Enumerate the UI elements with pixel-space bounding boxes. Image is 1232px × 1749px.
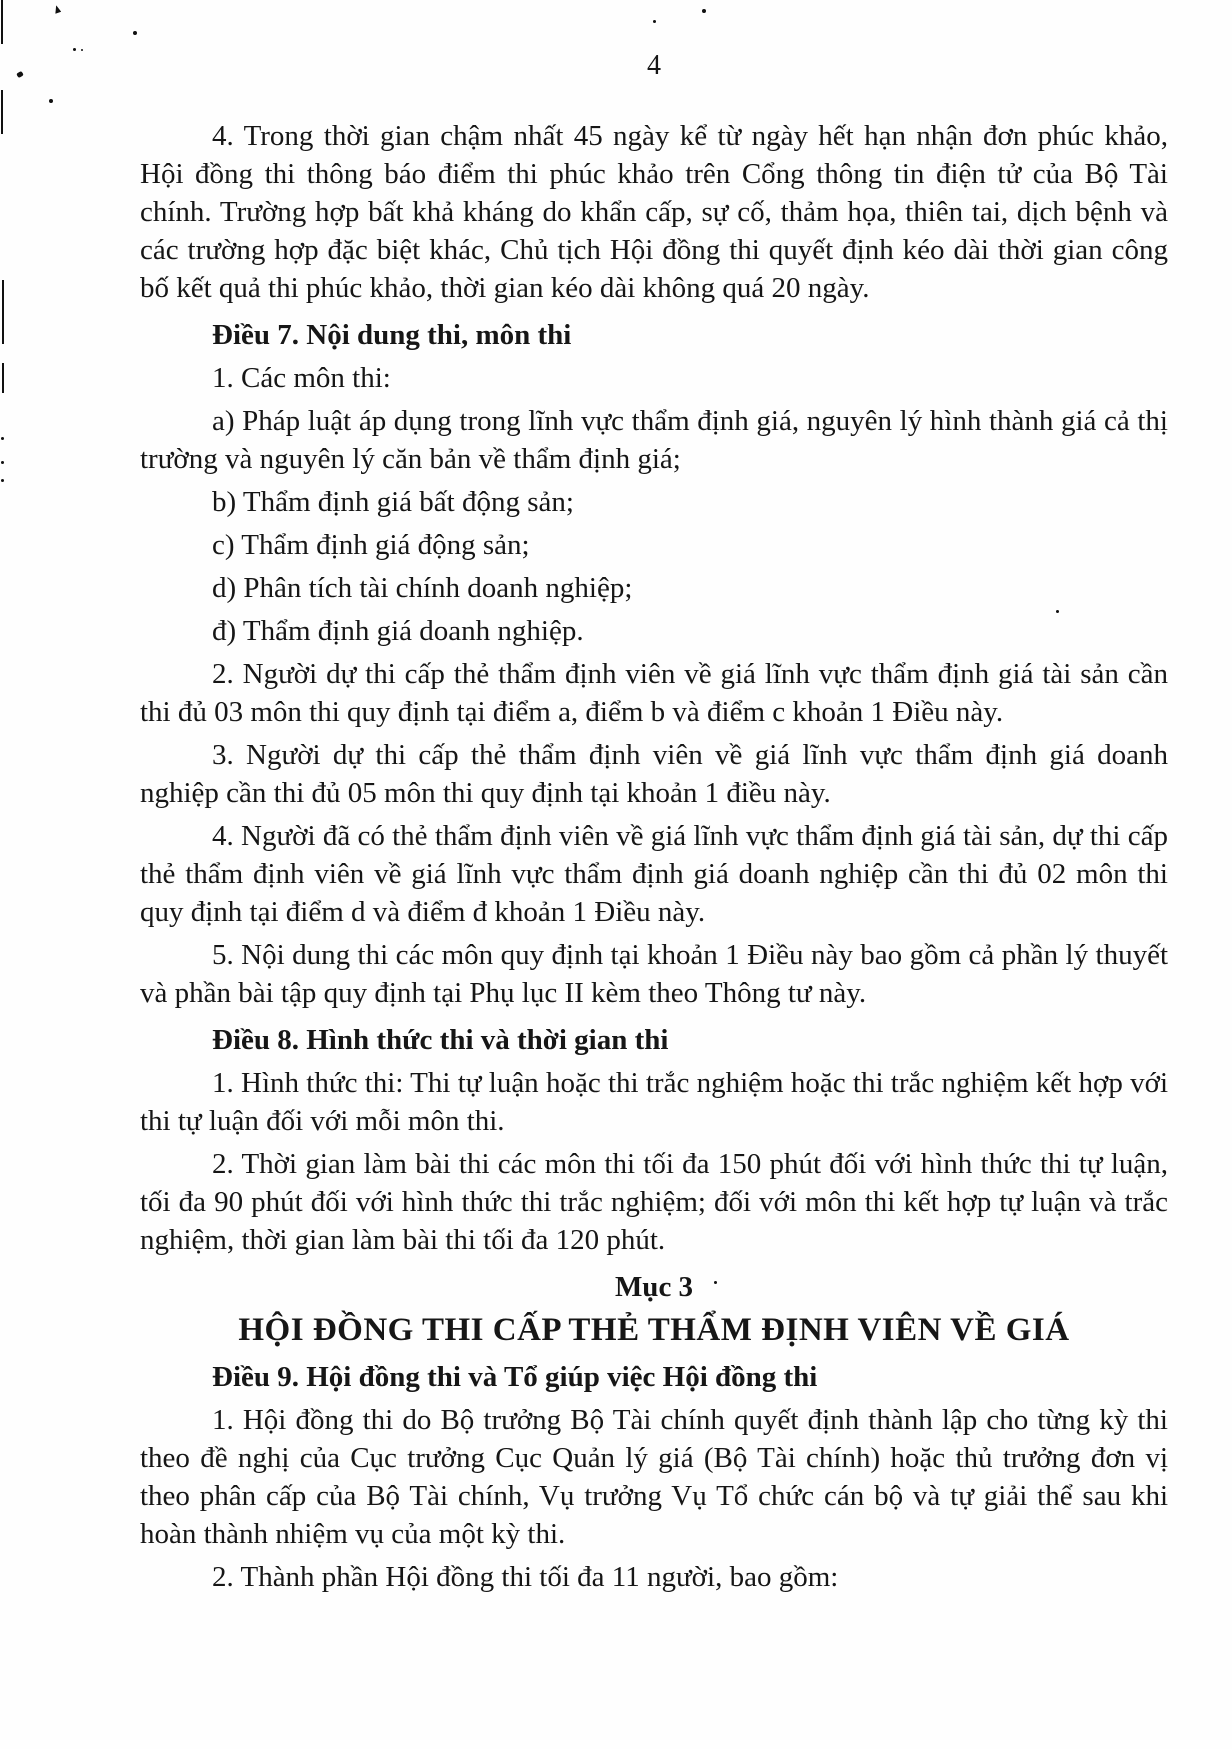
- page-number: 4: [647, 50, 661, 81]
- paragraph: b) Thẩm định giá bất động sản;: [212, 486, 574, 518]
- paragraph: 1. Hình thức thi: Thi tự luận hoặc thi trắc nghiệm hoặc thi trắc nghiệm kết hợp với thi tự luận đối với mỗi môn thi.: [140, 1067, 1168, 1137]
- scan-speck: [133, 31, 137, 35]
- scan-line-artifact: [2, 363, 4, 393]
- paragraph: 4. Trong thời gian chậm nhất 45 ngày kể từ ngày hết hạn nhận đơn phúc khảo, Hội đồng thi thông báo điểm thi phúc khảo trên Cổng thông tin điện tử của Bộ Tài chính. Trường hợp bất khả kháng do khẩn cấp, sự cố, thảm họa, thiên tai, dịch bệnh và các trường hợp đặc biệt khác, Chủ tịch Hội đồng thi quyết định kéo dài thời gian công bố kết quả thi phúc khảo, thời gian kéo dài không quá 20 ngày.: [140, 120, 1168, 304]
- scan-speck: [73, 48, 76, 51]
- heading: HỘI ĐỒNG THI CẤP THẺ THẨM ĐỊNH VIÊN VỀ GIÁ: [238, 1312, 1070, 1348]
- paragraph: 3. Người dự thi cấp thẻ thẩm định viên về giá lĩnh vực thẩm định giá doanh nghiệp cần thi đủ 05 môn thi quy định tại khoản 1 điều này.: [140, 739, 1168, 809]
- scan-line-artifact: [2, 280, 4, 344]
- scan-speck: [52, 5, 63, 16]
- scan-speck: [49, 99, 53, 103]
- paragraph: 1. Các môn thi:: [212, 362, 391, 394]
- paragraph: 2. Người dự thi cấp thẻ thẩm định viên về giá lĩnh vực thẩm định giá tài sản cần thi đủ 03 môn thi quy định tại điểm a, điểm b và điểm c khoản 1 Điều này.: [140, 658, 1168, 728]
- heading: Điều 8. Hình thức thi và thời gian thi: [212, 1024, 669, 1056]
- paragraph: 1. Hội đồng thi do Bộ trưởng Bộ Tài chính quyết định thành lập cho từng kỳ thi theo đề nghị của Cục trưởng Cục Quản lý giá (Bộ Tài chính) hoặc thủ trưởng đơn vị theo phân cấp của Bộ Tài chính, Vụ trưởng Vụ Tổ chức cán bộ và tự giải thể sau khi hoàn thành nhiệm vụ của một kỳ thi.: [140, 1404, 1168, 1550]
- scan-speck: [1, 461, 4, 464]
- paragraph: d) Phân tích tài chính doanh nghiệp;: [212, 572, 633, 604]
- paragraph: c) Thẩm định giá động sản;: [212, 529, 530, 561]
- scan-line-artifact: [1, 90, 3, 134]
- paragraph: a) Pháp luật áp dụng trong lĩnh vực thẩm định giá, nguyên lý hình thành giá cả thị trường và nguyên lý căn bản về thẩm định giá;: [140, 405, 1168, 475]
- scan-speck: [1, 479, 4, 482]
- paragraph: 2. Thời gian làm bài thi các môn thi tối đa 150 phút đối với hình thức thi tự luận, tối đa 90 phút đối với hình thức thi trắc nghiệm; đối với môn thi kết hợp tự luận và trắc nghiệm, thời gian làm bài thi tối đa 120 phút.: [140, 1148, 1168, 1256]
- scan-speck: [81, 49, 83, 51]
- paragraph: 2. Thành phần Hội đồng thi tối đa 11 người, bao gồm:: [212, 1561, 839, 1593]
- heading: Mục 3: [614, 1271, 694, 1303]
- paragraph: 4. Người đã có thẻ thẩm định viên về giá lĩnh vực thẩm định giá tài sản, dự thi cấp thẻ thẩm định viên về giá lĩnh vực thẩm định giá doanh nghiệp cần thi đủ 02 môn thi quy định tại điểm d và điểm đ khoản 1 Điều này.: [140, 820, 1168, 928]
- heading: Điều 7. Nội dung thi, môn thi: [212, 319, 572, 351]
- scan-speck: [1, 437, 4, 440]
- scan-line-artifact: [1, 0, 3, 44]
- paragraph: 5. Nội dung thi các môn quy định tại khoản 1 Điều này bao gồm cả phần lý thuyết và phần bài tập quy định tại Phụ lục II kèm theo Thông tư này.: [140, 939, 1168, 1009]
- page-content: [140, 112, 1168, 1596]
- scan-speck: [702, 9, 706, 13]
- paragraph: đ) Thẩm định giá doanh nghiệp.: [212, 615, 584, 647]
- scan-speck: [16, 71, 24, 78]
- scan-speck: [653, 20, 656, 23]
- heading: Điều 9. Hội đồng thi và Tổ giúp việc Hội đồng thi: [212, 1361, 818, 1393]
